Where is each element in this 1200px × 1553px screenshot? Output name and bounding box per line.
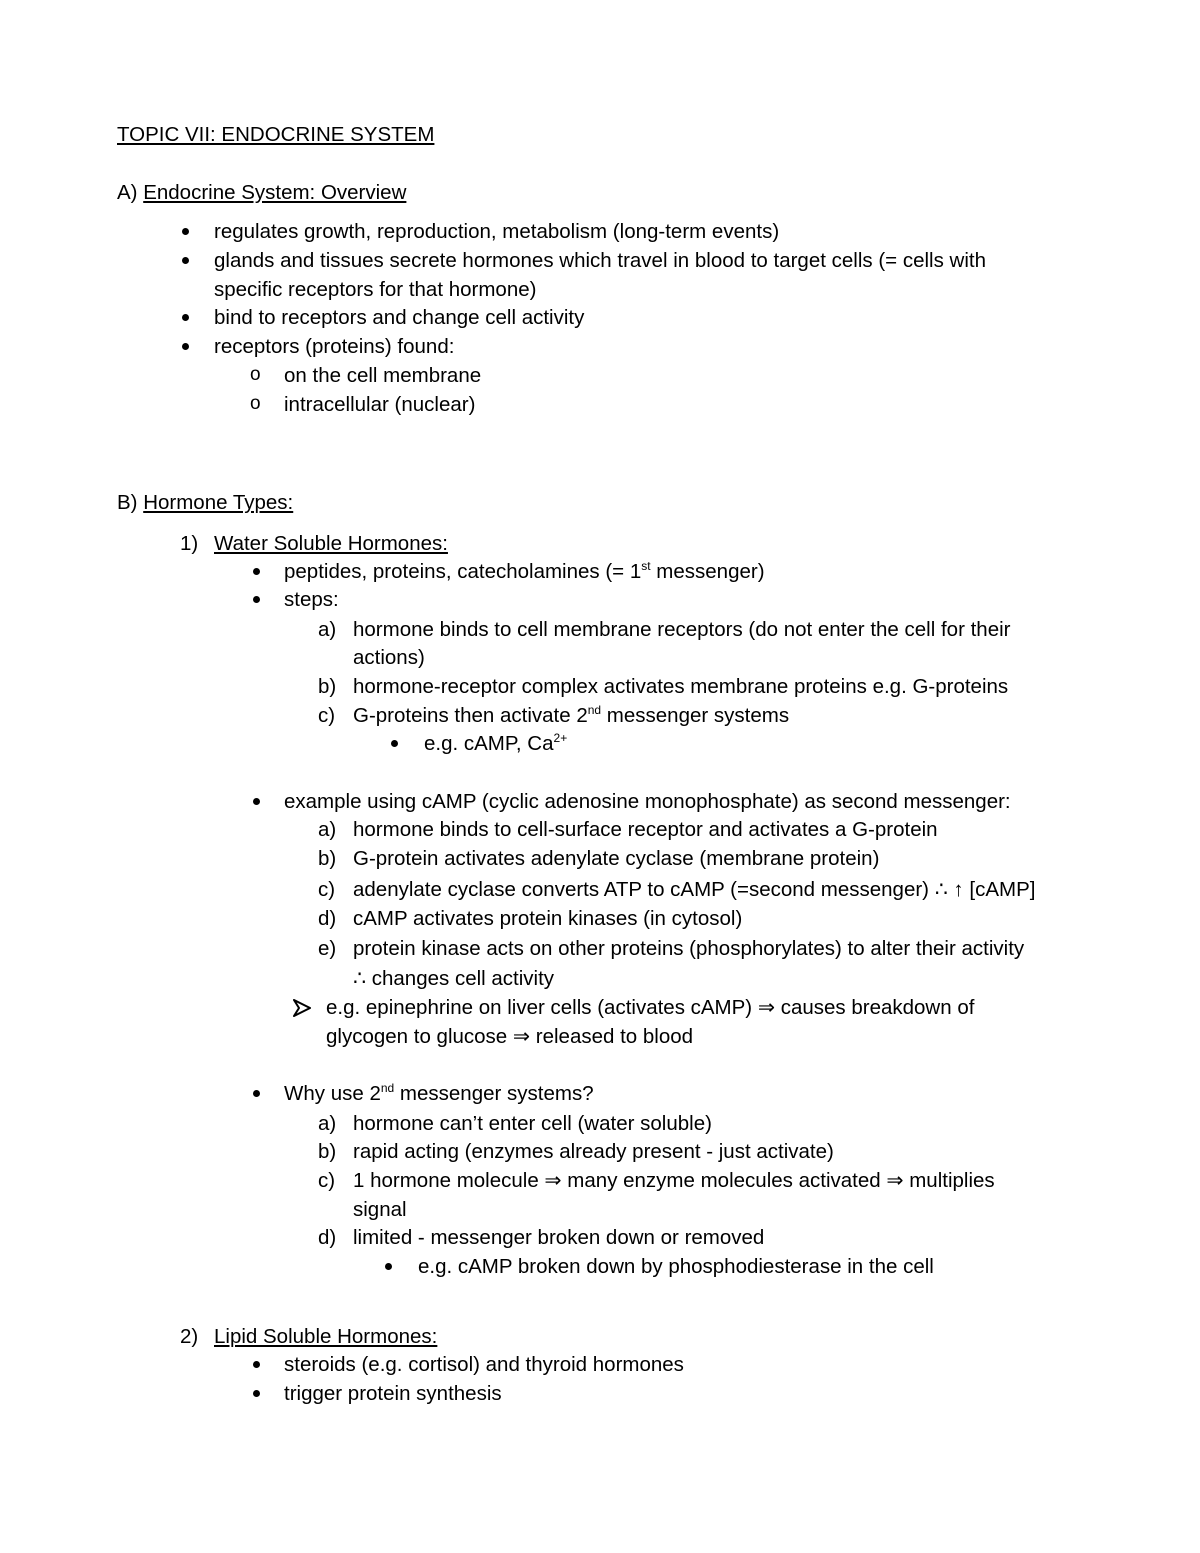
bullet-icon xyxy=(253,568,260,575)
circle-bullet-icon: o xyxy=(250,364,261,385)
arrowhead-bullet-icon xyxy=(293,999,311,1017)
step-item: hormone-receptor complex activates membrane proteins e.g. G-proteins xyxy=(353,675,1009,698)
section-b-heading xyxy=(117,491,293,515)
bullet-icon xyxy=(253,1361,260,1368)
sub-list-item: on the cell membrane xyxy=(284,364,482,387)
list-item: steroids (e.g. cortisol) and thyroid hormones xyxy=(284,1353,684,1376)
step-item: limited - messenger broken down or removed xyxy=(353,1226,765,1249)
list-number: 2) xyxy=(180,1325,199,1348)
list-item: receptors (proteins) found: xyxy=(214,335,455,358)
step-item: hormone binds to cell membrane receptors (do not enter the cell for their xyxy=(353,618,1011,641)
step-item: protein kinase acts on other proteins (phosphorylates) to alter their activity xyxy=(353,937,1025,960)
step-item: adenylate cyclase converts ATP to cAMP (=second messenger) ∴ ↑ [cAMP] xyxy=(353,878,1036,901)
list-item: glands and tissues secrete hormones which travel in blood to target cells (= cells with xyxy=(214,249,986,272)
list-item: e.g. cAMP, $Ca^{2+}$ xyxy=(424,731,568,755)
list-item: bind to receptors and change cell activity xyxy=(214,306,585,329)
bullet-icon xyxy=(253,1390,260,1397)
list-letter: c) xyxy=(318,878,336,901)
bullet-icon xyxy=(182,343,189,350)
bullet-icon xyxy=(182,228,189,235)
list-letter: d) xyxy=(318,907,337,930)
section-b-title: Hormone Types: xyxy=(143,491,294,514)
list-item: steps: xyxy=(284,588,339,611)
list-letter: c) xyxy=(318,1169,336,1192)
water-soluble-heading: Water Soluble Hormones: xyxy=(214,532,448,555)
step-item: cAMP activates protein kinases (in cytosol) xyxy=(353,907,743,930)
list-letter: e) xyxy=(318,937,337,960)
sub-list-item: intracellular (nuclear) xyxy=(284,393,476,416)
list-letter: b) xyxy=(318,675,337,698)
section-b-label: B) xyxy=(117,491,138,514)
step-item: hormone binds to cell-surface receptor and activates a G-protein xyxy=(353,818,938,841)
circle-bullet-icon: o xyxy=(250,393,261,414)
list-item: trigger protein synthesis xyxy=(284,1382,502,1405)
step-item: G-protein activates adenylate cyclase (membrane protein) xyxy=(353,847,880,870)
step-item: G-proteins then activate 2nd messenger systems xyxy=(353,703,790,727)
bullet-icon xyxy=(385,1263,392,1270)
step-item: rapid acting (enzymes already present - just activate) xyxy=(353,1140,834,1163)
bullet-icon xyxy=(182,257,189,264)
bullet-icon xyxy=(253,1090,260,1097)
list-letter: c) xyxy=(318,704,336,727)
list-letter: a) xyxy=(318,1112,337,1135)
bullet-icon xyxy=(253,596,260,603)
section-a-label: A) xyxy=(117,181,138,204)
list-item: peptides, proteins, catecholamines (= 1st messenger) xyxy=(284,559,765,583)
list-number: 1) xyxy=(180,532,199,555)
list-letter: d) xyxy=(318,1226,337,1249)
bullet-icon xyxy=(182,314,189,321)
bullet-icon xyxy=(391,740,398,747)
list-letter: b) xyxy=(318,847,337,870)
example-item: e.g. epinephrine on liver cells (activates cAMP) ⇒ causes breakdown of xyxy=(326,996,975,1019)
list-letter: a) xyxy=(318,818,337,841)
step-item-continuation: ∴ changes cell activity xyxy=(353,967,555,990)
step-item-continuation: signal xyxy=(353,1198,407,1221)
section-a-title: Endocrine System: Overview xyxy=(143,181,407,204)
page-title: TOPIC VII: ENDOCRINE SYSTEM xyxy=(117,123,435,146)
step-item-continuation: actions) xyxy=(353,646,425,669)
list-item: Why use 2nd messenger systems? xyxy=(284,1081,594,1105)
step-item: 1 hormone molecule ⇒ many enzyme molecules activated ⇒ multiplies xyxy=(353,1169,995,1192)
lipid-soluble-heading: Lipid Soluble Hormones: xyxy=(214,1325,438,1348)
list-item: example using cAMP (cyclic adenosine monophosphate) as second messenger: xyxy=(284,790,1011,813)
bullet-icon xyxy=(253,798,260,805)
list-item: e.g. cAMP broken down by phosphodiesterase in the cell xyxy=(418,1255,934,1278)
list-letter: b) xyxy=(318,1140,337,1163)
step-item: hormone can’t enter cell (water soluble) xyxy=(353,1112,712,1135)
example-item-continuation: glycogen to glucose ⇒ released to blood xyxy=(326,1025,694,1048)
list-item-continuation: specific receptors for that hormone) xyxy=(214,278,537,301)
list-letter: a) xyxy=(318,618,337,641)
list-item: regulates growth, reproduction, metabolism (long-term events) xyxy=(214,220,780,243)
section-a-heading xyxy=(117,181,406,205)
